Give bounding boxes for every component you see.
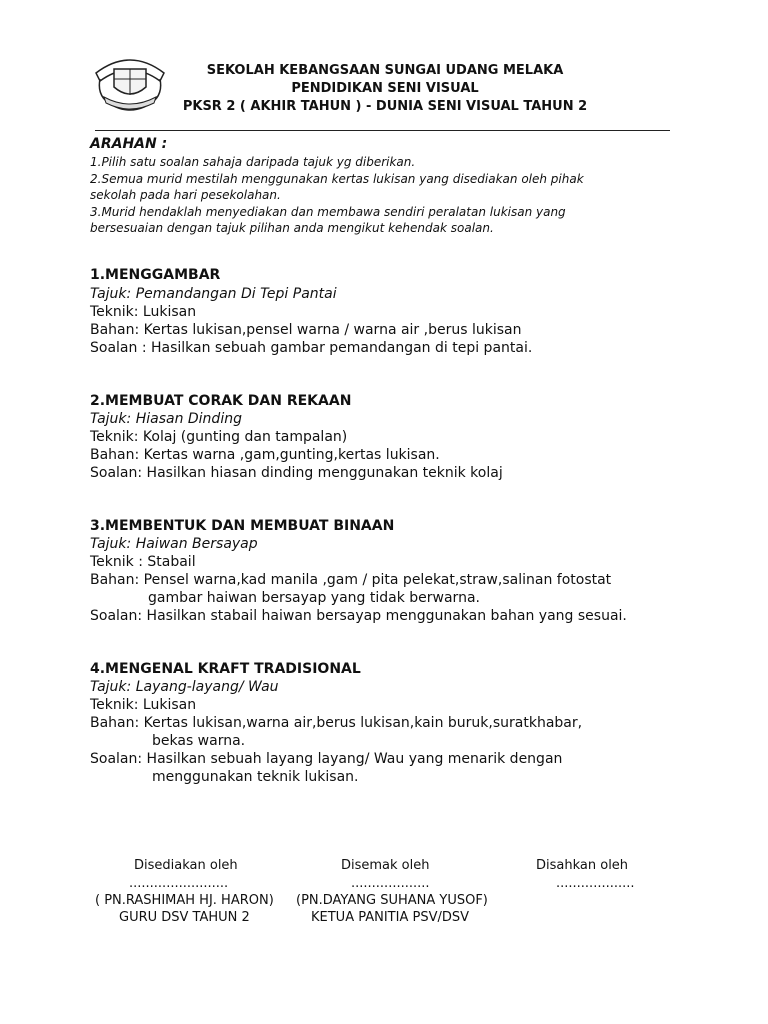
signature-role-checked: Disemak oleh bbox=[341, 858, 430, 873]
section-tajuk: Tajuk: Hiasan Dinding bbox=[90, 411, 242, 427]
section-tajuk: Tajuk: Pemandangan Di Tepi Pantai bbox=[90, 286, 337, 302]
instruction-line: bersesuaian dengan tajuk pilihan anda mengikut kehendak soalan. bbox=[90, 221, 494, 235]
section-teknik: Teknik: Lukisan bbox=[90, 697, 197, 713]
signature-dots-approved: ................... bbox=[556, 876, 635, 891]
signature-role-approved: Disahkan oleh bbox=[536, 858, 629, 873]
instruction-line: 2.Semua murid mestilah menggunakan kertas lukisan yang disediakan oleh pihak bbox=[90, 172, 584, 186]
section-soalan: Soalan: Hasilkan sebuah layang layang/ Wau yang menarik dengan bbox=[90, 751, 563, 767]
section-title: 4.MENGENAL KRAFT TRADISIONAL bbox=[90, 661, 361, 677]
school-name: SEKOLAH KEBANGSAAN SUNGAI UDANG MELAKA bbox=[206, 63, 564, 78]
section-bahan-continued: bekas warna. bbox=[152, 733, 246, 749]
section-soalan-continued: menggunakan teknik lukisan. bbox=[152, 769, 359, 785]
instruction-line: 1.Pilih satu soalan sahaja daripada tajuk yg diberikan. bbox=[90, 155, 416, 169]
signature-dots-prepared: ........................ bbox=[129, 876, 229, 891]
instruction-line: 3.Murid hendaklah menyediakan dan membawa sendiri peralatan lukisan yang bbox=[90, 205, 566, 219]
subject-title: PENDIDIKAN SENI VISUAL bbox=[291, 81, 479, 96]
section-bahan: Bahan: Pensel warna,kad manila ,gam / pita pelekat,straw,salinan fotostat bbox=[90, 572, 612, 588]
section-bahan: Bahan: Kertas lukisan,pensel warna / warna air ,berus lukisan bbox=[90, 322, 522, 338]
section-bahan: Bahan: Kertas lukisan,warna air,berus lukisan,kain buruk,suratkhabar, bbox=[90, 715, 583, 731]
section-tajuk: Tajuk: Haiwan Bersayap bbox=[90, 536, 258, 552]
section-title: 1.MENGGAMBAR bbox=[90, 267, 221, 283]
exam-title: PKSR 2 ( AKHIR TAHUN ) - DUNIA SENI VISUAL TAHUN 2 bbox=[182, 99, 588, 114]
section-teknik: Teknik : Stabail bbox=[90, 554, 196, 570]
instruction-line: sekolah pada hari pesekolahan. bbox=[90, 188, 281, 202]
section-soalan: Soalan: Hasilkan stabail haiwan bersayap menggunakan bahan yang sesuai. bbox=[90, 608, 627, 624]
signature-dots-checked: ................... bbox=[351, 876, 430, 891]
section-bahan-continued: gambar haiwan bersayap yang tidak berwarna. bbox=[148, 590, 480, 606]
section-soalan: Soalan: Hasilkan hiasan dinding menggunakan teknik kolaj bbox=[90, 465, 503, 481]
section-teknik: Teknik: Kolaj (gunting dan tampalan) bbox=[90, 429, 348, 445]
signature-title-prepared: GURU DSV TAHUN 2 bbox=[119, 910, 250, 925]
signature-role-prepared: Disediakan oleh bbox=[134, 858, 238, 873]
signature-title-checked: KETUA PANITIA PSV/DSV bbox=[311, 910, 469, 925]
header-divider bbox=[95, 130, 670, 131]
section-soalan: Soalan : Hasilkan sebuah gambar pemandangan di tepi pantai. bbox=[90, 340, 533, 356]
section-title: 2.MEMBUAT CORAK DAN REKAAN bbox=[90, 393, 352, 409]
section-title: 3.MEMBENTUK DAN MEMBUAT BINAAN bbox=[90, 518, 395, 534]
section-tajuk: Tajuk: Layang-layang/ Wau bbox=[90, 679, 279, 695]
arahan-heading: ARAHAN : bbox=[90, 136, 168, 152]
section-bahan: Bahan: Kertas warna ,gam,gunting,kertas lukisan. bbox=[90, 447, 440, 463]
signature-name-prepared: ( PN.RASHIMAH HJ. HARON) bbox=[95, 893, 274, 908]
section-teknik: Teknik: Lukisan bbox=[90, 304, 197, 320]
signature-name-checked: (PN.DAYANG SUHANA YUSOF) bbox=[296, 893, 488, 908]
